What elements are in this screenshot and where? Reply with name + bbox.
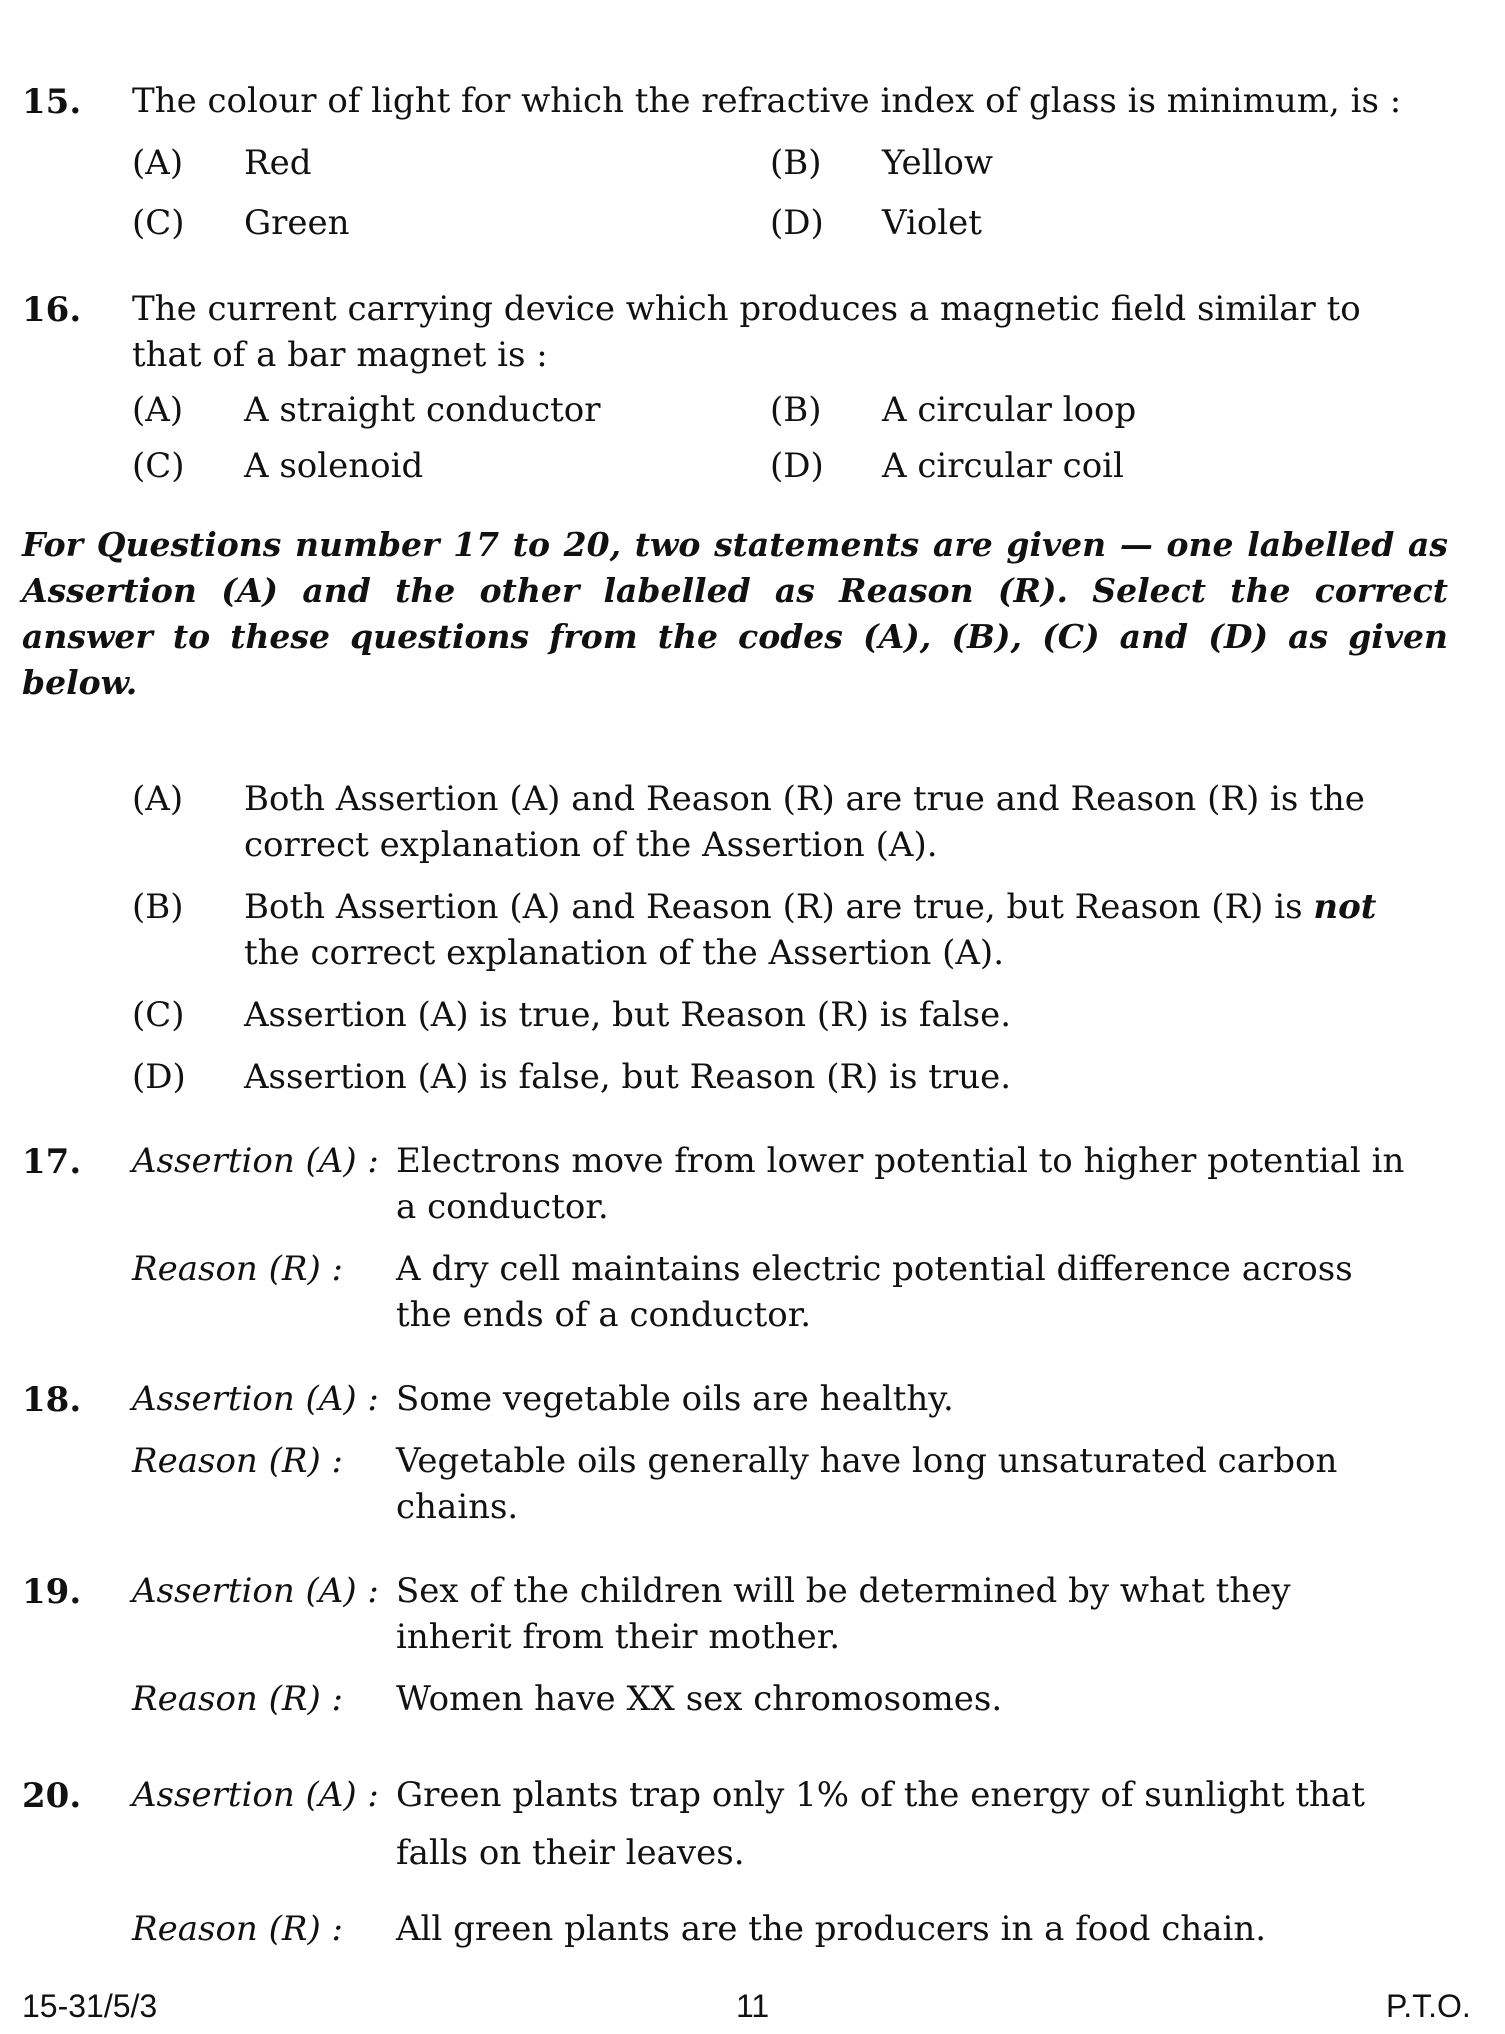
assertion-text: inherit from their mother. bbox=[396, 1617, 841, 1657]
reason-text: A dry cell maintains electric potential difference across bbox=[396, 1249, 1353, 1289]
question-number: 16. bbox=[22, 290, 82, 330]
option-label: (C) bbox=[132, 203, 185, 243]
assertion-text: Electrons move from lower potential to higher potential in bbox=[396, 1141, 1405, 1181]
assertion-label: Assertion (A) : bbox=[132, 1571, 379, 1611]
code-text: Assertion (A) is true, but Reason (R) is false. bbox=[244, 995, 1012, 1035]
code-label: (D) bbox=[132, 1057, 186, 1097]
option-text: Red bbox=[244, 143, 312, 183]
reason-label: Reason (R) : bbox=[132, 1909, 344, 1949]
question-number: 18. bbox=[22, 1380, 82, 1420]
reason-text: chains. bbox=[396, 1487, 519, 1527]
reason-label: Reason (R) : bbox=[132, 1679, 344, 1719]
code-text bbox=[244, 884, 1376, 930]
assertion-text: Sex of the children will be determined by what they bbox=[396, 1571, 1291, 1611]
code-label: (B) bbox=[132, 887, 184, 927]
option-text: A straight conductor bbox=[244, 390, 601, 430]
question-text: The current carrying device which produces a magnetic field similar to bbox=[132, 289, 1361, 329]
question-number: 15. bbox=[22, 82, 82, 122]
code-text: Both Assertion (A) and Reason (R) are true and Reason (R) is the bbox=[244, 779, 1365, 819]
option-label: (B) bbox=[770, 143, 822, 183]
assertion-text: a conductor. bbox=[396, 1187, 609, 1227]
assertion-reason-instructions: For Questions number 17 to 20, two statements are given — one labelled as Assertion (A) and the other labelled as Reason (R). Select the correct answer to these questions from the codes (A), (B), (C) and (D) as given below. bbox=[22, 525, 1448, 702]
option-label: (B) bbox=[770, 390, 822, 430]
question-text: that of a bar magnet is : bbox=[132, 335, 548, 375]
code-label: (C) bbox=[132, 995, 185, 1035]
assertion-label: Assertion (A) : bbox=[132, 1775, 379, 1815]
option-text: Yellow bbox=[882, 143, 993, 183]
assertion-label: Assertion (A) : bbox=[132, 1141, 379, 1181]
option-text: A solenoid bbox=[244, 446, 424, 486]
question-text: The colour of light for which the refractive index of glass is minimum, is : bbox=[132, 81, 1402, 121]
reason-text: Women have XX sex chromosomes. bbox=[396, 1679, 1003, 1719]
assertion-text: falls on their leaves. bbox=[396, 1833, 745, 1873]
please-turn-over: P.T.O. bbox=[1386, 1988, 1471, 2024]
assertion-text: Some vegetable oils are healthy. bbox=[396, 1379, 954, 1419]
option-text: A circular coil bbox=[882, 446, 1124, 486]
paper-code: 15-31/5/3 bbox=[22, 1988, 158, 2024]
code-text-emphasis: not bbox=[1313, 887, 1377, 927]
option-label: (D) bbox=[770, 203, 824, 243]
code-label: (A) bbox=[132, 779, 184, 819]
code-text: correct explanation of the Assertion (A). bbox=[244, 825, 938, 865]
reason-text: Vegetable oils generally have long unsaturated carbon bbox=[396, 1441, 1338, 1481]
page-number: 11 bbox=[736, 1988, 770, 2024]
reason-text: the ends of a conductor. bbox=[396, 1295, 812, 1335]
question-number: 17. bbox=[22, 1142, 82, 1182]
option-label: (A) bbox=[132, 390, 184, 430]
reason-label: Reason (R) : bbox=[132, 1249, 344, 1289]
question-number: 20. bbox=[22, 1776, 82, 1816]
reason-text: All green plants are the producers in a food chain. bbox=[396, 1909, 1267, 1949]
question-number: 19. bbox=[22, 1572, 82, 1612]
option-text: Green bbox=[244, 203, 350, 243]
option-label: (C) bbox=[132, 446, 185, 486]
code-text: Assertion (A) is false, but Reason (R) is true. bbox=[244, 1057, 1012, 1097]
assertion-text: Green plants trap only 1% of the energy of sunlight that bbox=[396, 1775, 1365, 1815]
code-text: the correct explanation of the Assertion (A). bbox=[244, 933, 1005, 973]
option-label: (D) bbox=[770, 446, 824, 486]
option-text: Violet bbox=[882, 203, 982, 243]
option-label: (A) bbox=[132, 143, 184, 183]
reason-label: Reason (R) : bbox=[132, 1441, 344, 1481]
code-text-part: Both Assertion (A) and Reason (R) are true, but Reason (R) is bbox=[244, 887, 1314, 927]
option-text: A circular loop bbox=[882, 390, 1137, 430]
assertion-label: Assertion (A) : bbox=[132, 1379, 379, 1419]
